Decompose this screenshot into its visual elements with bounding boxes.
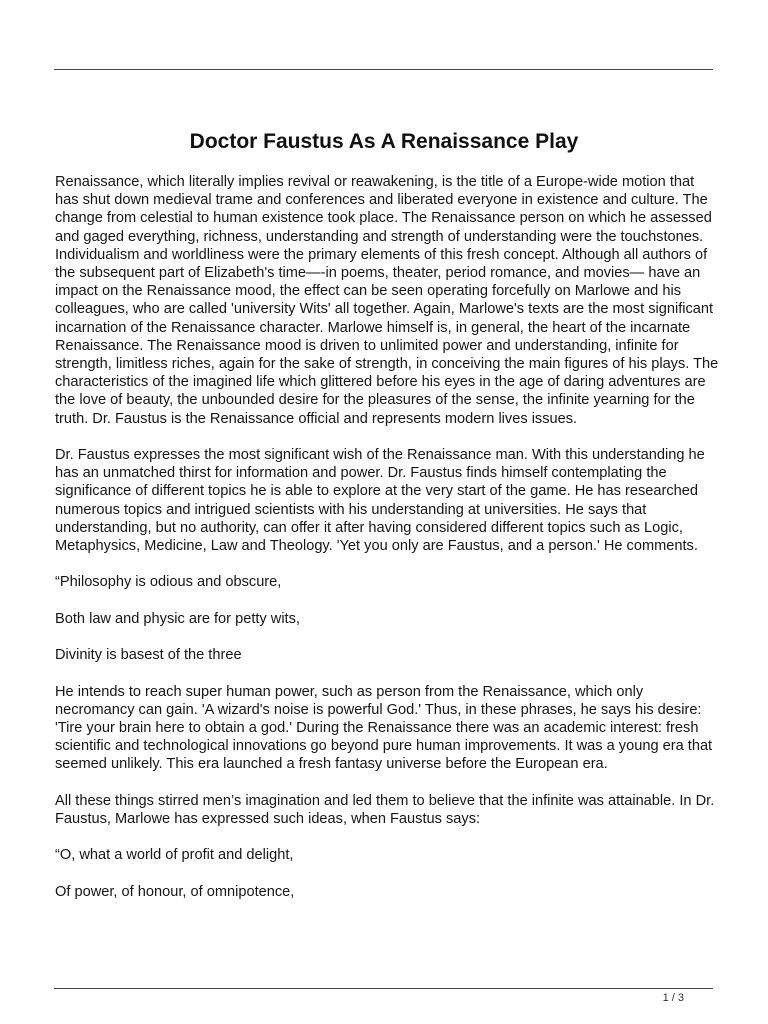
document-title: Doctor Faustus As A Renaissance Play [189, 130, 579, 153]
page-number: 1 / 3 [662, 992, 684, 1004]
quote-line-profit: “O, what a world of profit and delight, [55, 847, 294, 864]
paragraph-intro: Renaissance, which literally implies revival or reawakening, is the title of a Europe-wide motion that has shut down medieval trame and conferences and liberated everyone in existence and culture. The change from celestial to human existence took place. The Renaissance person on which he assessed and gaged everything, richness, understanding and strength of understanding were the touchstones. Individualism and worldliness were the primary elements of this fresh concept. Although all authors of the subsequent part of Elizabeth's time—-in poems, theater, period romance, and movies— have an impact on the Renaissance mood, the effect can be seen operating forcefully on Marlowe and his colleagues, who are called 'university Wits' all together. Again, Marlowe's texts are the most significant incarnation of the Renaissance character. Marlowe himself is, in general, the heart of the incarnate Renaissance. The Renaissance mood is driven to unlimited power and understanding, infinite for strength, limitless riches, again for the sake of strength, in conceiving the main figures of his plays. The characteristics of the imagined life which glittered before his eyes in the age of daring adventures are the love of beauty, the unbounded desire for the pleasures of the sense, the infinite yearning for the truth. Dr. Faustus is the Renaissance official and represents modern lives issues. [55, 174, 719, 427]
paragraph-faustus-wish: Dr. Faustus expresses the most significant wish of the Renaissance man. With this understanding he has an unmatched thirst for information and power. Dr. Faustus finds himself contemplating the significance of different topics he is able to explore at the very start of the game. He has researched numerous topics and intrigued scientists with his understanding at universities. He says that understanding, but no authority, can offer it after having considered different topics such as Logic, Metaphysics, Medicine, Law and Theology. 'Yet you only are Faustus, and a person.' He comments. [55, 447, 705, 555]
paragraph-super-human-power: He intends to reach super human power, such as person from the Renaissance, which only necromancy can gain. 'A wizard's noise is powerful God.' Thus, in these phrases, he says his desire: 'Tire your brain here to obtain a god.' During the Renaissance there was an academic interest: fresh scientific and technological innovations go beyond pure human improvements. It was a young era that seemed unlikely. This era launched a fresh fantasy universe before the European era. [55, 683, 713, 773]
paragraph-imagination: All these things stirred men’s imagination and led them to believe that the infinite was attainable. In Dr. Faustus, Marlowe has expressed such ideas, when Faustus says: [55, 792, 715, 828]
document-body [55, 173, 721, 919]
bottom-rule [54, 988, 713, 989]
top-rule [54, 69, 713, 70]
quote-line-power: Of power, of honour, of omnipotence, [55, 883, 295, 900]
quote-line-philosophy: “Philosophy is odious and obscure, [55, 574, 282, 591]
quote-line-law: Both law and physic are for petty wits, [55, 610, 300, 627]
quote-line-divinity: Divinity is basest of the three [55, 647, 242, 664]
